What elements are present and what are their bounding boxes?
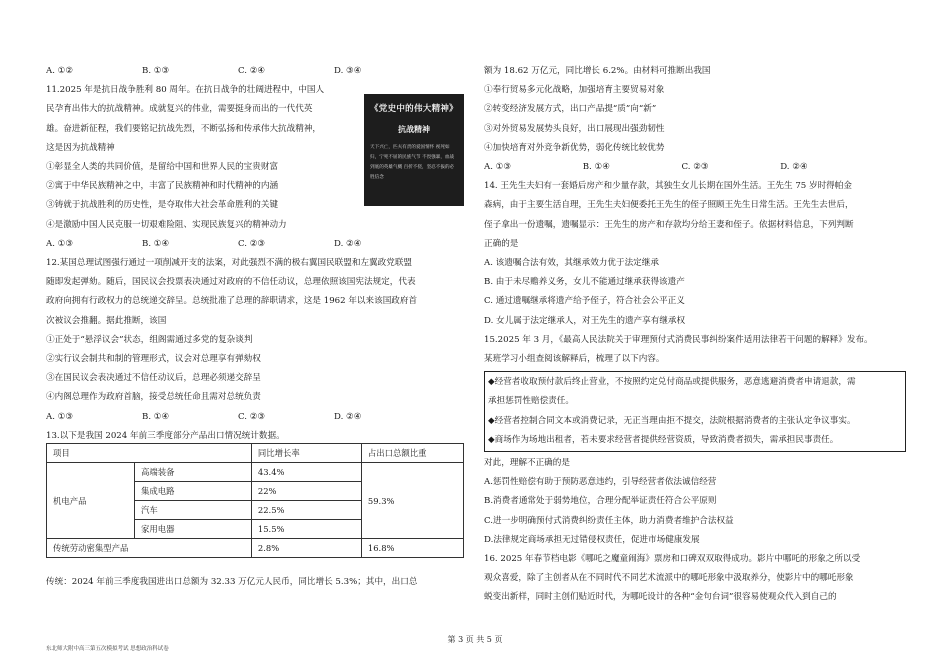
q16-line: 蜕变出新样，同时主创们贴近时代，为哪吒设计的各种“金句台词”很容易使观众代入到自己的 xyxy=(484,592,837,603)
table-cell-name: 传统劳动密集型产品 xyxy=(47,539,252,558)
q11-line: 这是因为抗战精神 xyxy=(46,142,115,153)
q15-box-line: ◆经营者控制合同文本或消费记录，无正当理由拒不提交，法院根据消费者的主张认定争议事实。 xyxy=(488,415,856,426)
table-cell-name: 汽车 xyxy=(135,501,252,520)
q14-option-c: C. 通过遗嘱继承将遗产给予侄子，符合社会公平正义 xyxy=(484,296,685,307)
q12-option-b: B. ①④ xyxy=(142,411,170,422)
table-header-growth: 同比增长率 xyxy=(251,444,361,463)
image-description: 天下兴亡，匹夫有责的爱国情怀 视死如归，宁死不屈的民族气节 不畏强暴，血战到底的英雄气概 百折不挠，坚忍不拔的必胜信念 xyxy=(370,145,455,180)
export-table xyxy=(46,443,464,558)
q13-statement-4: ④加快培育对外竞争新优势，弱化传统比较优势 xyxy=(484,142,665,153)
q14-line: 14. 王先生夫妇有一套婚后房产和少量存款，其独生女儿长期在国外生活。王先生 75 岁时得帕金 xyxy=(484,181,852,192)
q12-option-c: C. ②③ xyxy=(238,411,266,422)
image-subtitle: 抗战精神 xyxy=(398,124,430,134)
q12-statement-1: ①正处于“悬浮议会”状态，组阁需通过多党的复杂谈判 xyxy=(46,334,253,345)
q15-material-box xyxy=(484,371,906,452)
q15-option-a: A.惩罚性赔偿有助于预防恶意违约，引导经营者依法诚信经营 xyxy=(484,477,717,488)
page-number: 第 3 页 共 5 页 xyxy=(447,635,503,644)
q12-statement-2: ②实行议会制共和制的管理形式，议会对总理享有弹劾权 xyxy=(46,354,261,365)
q12-option-a: A. ①③ xyxy=(46,411,74,422)
q15-option-b: B.消费者通常处于弱势地位，合理分配举证责任符合公平原则 xyxy=(484,496,717,507)
q14-option-d: D. 女儿属于法定继承人，对王先生的遗产享有继承权 xyxy=(484,315,686,326)
q11-options xyxy=(46,235,464,254)
q15-line: 某班学习小组查阅该解释后，梳理了以下内容。 xyxy=(484,354,665,365)
q10-option-b: B. ①③ xyxy=(142,66,170,76)
q15-ask: 对此，理解不正确的是 xyxy=(484,458,570,469)
q15-box-line: ◆经营者收取预付款后终止营业，不按照约定兑付商品或提供服务，恶意逃避消费者申请退款，需 xyxy=(488,377,856,388)
q11-option-c: C. ②③ xyxy=(238,238,266,249)
table-row xyxy=(47,463,464,482)
q10-options xyxy=(46,62,464,81)
q15-option-c: C.进一步明确预付式消费纠纷责任主体，助力消费者维护合法权益 xyxy=(484,515,734,526)
q11-statement-2: ②寓于中华民族精神之中，丰富了民族精神和时代精神的内涵 xyxy=(46,181,279,192)
q11-statement-3: ③铸就于抗战胜利的历史性，是夺取伟大社会革命胜利的关键 xyxy=(46,200,279,211)
table-cell-name: 高端装备 xyxy=(135,463,252,482)
table-header-item: 项目 xyxy=(47,444,252,463)
table-cell-growth: 22.5% xyxy=(251,501,361,520)
q10-option-a: A. ①② xyxy=(46,66,74,76)
q13-note: 传统：2024 年前三季度我国进出口总额为 32.33 万亿元人民币，同比增长 5.3%；其中，出口总 xyxy=(46,577,418,587)
q13-option-d: D. ②④ xyxy=(780,162,808,173)
q14-line: 正确的是 xyxy=(484,238,519,249)
q11-statement-4: ④是激励中国人民克服一切艰难险阻、实现民族复兴的精神动力 xyxy=(46,219,287,230)
q15-line: 15.2025 年 3 月，《最高人民法院关于审理预付式消费民事纠纷案件适用法律若干问题的解释》发布。 xyxy=(484,334,873,345)
q15-box-line: 承担惩罚性赔偿责任。 xyxy=(488,396,574,407)
q12-statement-4: ④内阁总理作为政府首脑，接受总统任命且需对总统负责 xyxy=(46,392,261,403)
q13-intro: 13.以下是我国 2024 年前三季度部分产品出口情况统计数据。 xyxy=(46,430,285,441)
q11-statement-1: ①彰显全人类的共同价值，是留给中国和世界人民的宝贵财富 xyxy=(46,162,279,173)
q13-statement-1: ①奉行贸易多元化战略，加强培育主要贸易对象 xyxy=(484,85,665,96)
q13-options xyxy=(484,158,908,177)
image-title: 《党史中的伟大精神》 xyxy=(369,104,458,114)
table-cell-growth: 22% xyxy=(251,482,361,501)
q16-line: 观众喜爱，除了主创者从在不同时代不同艺术流派中的哪吒形象中汲取养分，使影片中的哪吒形象 xyxy=(484,573,854,584)
table-cell-growth: 15.5% xyxy=(251,520,361,539)
q11-option-d: D. ②④ xyxy=(334,238,362,249)
table-group-share: 59.3% xyxy=(361,463,463,539)
q12-line: 随即发起弹劾。随后，国民议会投票表决通过对政府的不信任动议，总理依照该国宪法规定，代表 xyxy=(46,277,416,288)
table-cell-growth: 2.8% xyxy=(251,539,361,558)
q14-option-a: A. 该遗嘱合法有效，其继承效力优于法定继承 xyxy=(484,258,659,269)
table-header-share: 占出口总额比重 xyxy=(361,444,463,463)
q13-cont-line: 额为 18.62 万亿元，同比增长 6.2%。由材料可推断出我国 xyxy=(484,66,711,76)
q10-option-c: C. ②④ xyxy=(238,66,266,76)
q14-option-b: B. 由于未尽赡养义务，女儿不能通过继承获得该遗产 xyxy=(484,277,685,288)
party-spirit-image xyxy=(364,94,464,206)
table-group-label: 机电产品 xyxy=(47,463,135,539)
q11-option-b: B. ①④ xyxy=(142,238,170,249)
q13-statement-3: ③对外贸易发展势头良好，出口展现出强劲韧性 xyxy=(484,123,665,134)
q14-line: 森病，由于主要生活自理，王先生夫妇便委托王先生的侄子照顾王先生日常生活。王先生去世后， xyxy=(484,200,854,211)
table-cell-growth: 43.4% xyxy=(251,463,361,482)
q11-line: 11.2025 年是抗日战争胜利 80 周年。在抗日战争的壮阔进程中，中国人 xyxy=(46,85,325,96)
q12-line: 次被议会推翻。据此推断，该国 xyxy=(46,315,167,326)
q16-line: 16. 2025 年春节档电影《哪吒之魔童闹海》票房和口碑双双取得成功。影片中哪吒的形象之所以受 xyxy=(484,554,861,565)
q12-option-d: D. ②④ xyxy=(334,411,362,422)
exam-footer: 东北师大附中高三第五次模拟考试 思想政治科试卷 xyxy=(46,646,169,652)
table-row xyxy=(47,539,464,558)
left-column-bottom xyxy=(46,573,464,592)
q13-option-c: C. ②③ xyxy=(681,162,709,173)
q13-option-b: B. ①④ xyxy=(582,162,610,173)
q11-option-a: A. ①③ xyxy=(46,238,74,249)
q12-options xyxy=(46,408,464,427)
q13-statement-2: ②转变经济发展方式，出口产品提“质”向“新” xyxy=(484,104,657,115)
right-column xyxy=(484,62,908,608)
table-cell-name: 家用电器 xyxy=(135,520,252,539)
q10-option-d: D. ③④ xyxy=(334,66,362,76)
q11-line: 民孕育出伟大的抗战精神。成就复兴的伟业，需要挺身而出的一代代英 xyxy=(46,104,313,115)
q13-option-a: A. ①③ xyxy=(484,162,512,173)
q12-line: 12.某国总理试图强行通过一项削减开支的法案，对此强烈不满的极右翼国民联盟和左翼政党联盟 xyxy=(46,258,413,269)
q11-line: 雄。奋进新征程，我们要铭记抗战先烈，不断弘扬和传承伟大抗战精神， xyxy=(46,123,322,134)
q14-line: 侄子拿出一份遗嘱，遗嘱显示：王先生的房产和存款均分给王妻和侄子。依据材料信息，下列判断 xyxy=(484,219,854,230)
q12-line: 政府向拥有行政权力的总统递交辞呈。总统批准了总理的辞职请求，这是 1962 年以来该国政府首 xyxy=(46,296,418,307)
table-cell-share: 16.8% xyxy=(361,539,463,558)
q12-statement-3: ③在国民议会表决通过不信任动议后，总理必须递交辞呈 xyxy=(46,373,261,384)
q15-option-d: D.法律规定商场承担无过错侵权责任，促进市场健康发展 xyxy=(484,534,700,545)
table-header-row xyxy=(47,444,464,463)
table-cell-name: 集成电路 xyxy=(135,482,252,501)
q15-box-line: ◆商场作为场地出租者，若未要求经营者提供经营资质，导致消费者损失，需承担民事责任。 xyxy=(488,434,839,445)
